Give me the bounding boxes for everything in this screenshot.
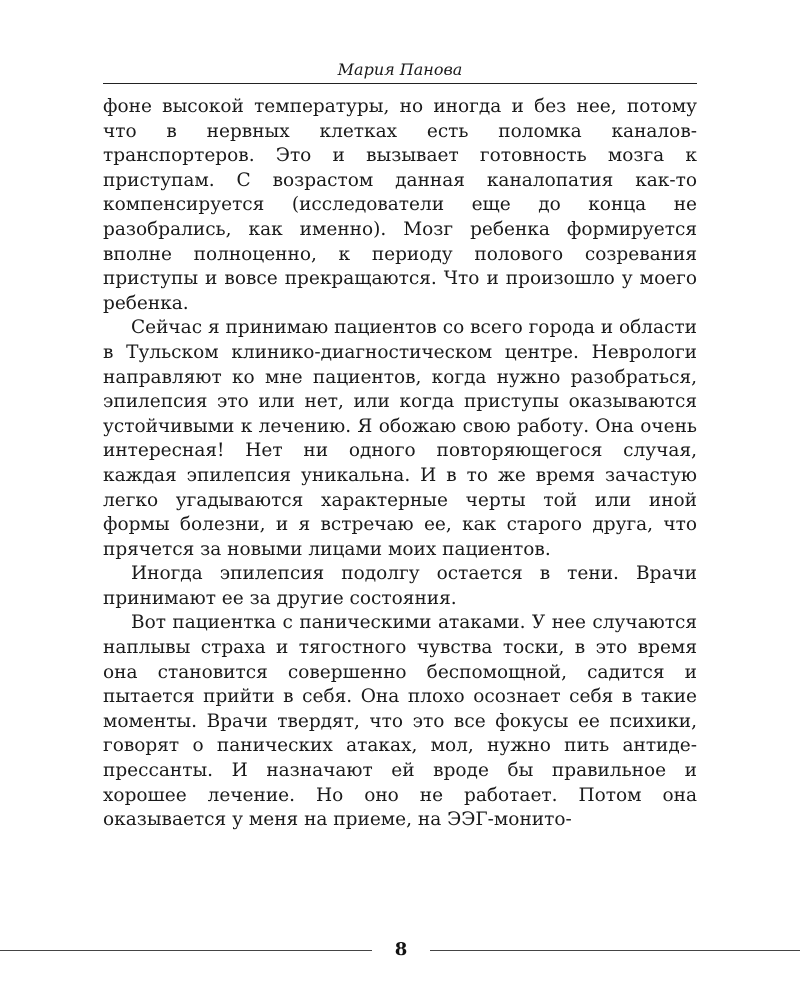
running-head-author: Мария Панова	[337, 60, 463, 79]
footer-rule-left	[0, 950, 372, 951]
paragraph: Сейчас я принимаю пациентов со всего города и области в Тульском клинико-диагностическом центре. Неврологи направляют ко мне пациентов, когда нужно разобраться, эпилепсия это или нет, или когда приступы оказываются устойчивыми к лечению. Я обожаю свою работу. Она очень интересная! Нет ни одного повторяющегося случая, каждая эпилепсия уникальна. И в то же время зачастую легко угадываются характерные черты той или иной формы болезни, и я встречаю ее, как старого друга, что прячется за новыми лицами моих пациентов.	[103, 317, 697, 560]
page-footer	[0, 939, 800, 959]
paragraph: Иногда эпилепсия подолгу остается в тени. Врачи принимают ее за другие состояния.	[103, 563, 697, 609]
footer-rule-right	[430, 950, 800, 951]
paragraph: фоне высокой температуры, но иногда и без нее, потому что в нервных клетках есть поломка каналов-транспортеров. Это и вызывает готовность мозга к приступам. С возрастом данная каналопатия как-то компенсируется (исследователи еще до конца не разобрались, как именно). Мозг ребенка формируется вполне полноценно, к периоду полового созревания приступы и вовсе прекращаются. Что и произошло у моего ребенка.	[103, 96, 697, 314]
page-number: 8	[394, 939, 408, 960]
paragraph: Вот пациентка с паническими атаками. У нее случаются наплывы страха и тягостного чувства тоски, в это время она становится совершенно беспомощной, садится и пытается прийти в себя. Она плохо осознает себя в такие моменты. Врачи твердят, что это все фокусы ее психики, говорят о панических атаках, мол, нужно пить антидепрессанты. И назначают ей вроде бы правильное и хорошее лечение. Но оно не работает. Потом она оказывается у меня на приеме, на ЭЭГ-монито-	[103, 612, 697, 831]
header-rule	[103, 83, 697, 84]
body-text	[103, 95, 697, 833]
